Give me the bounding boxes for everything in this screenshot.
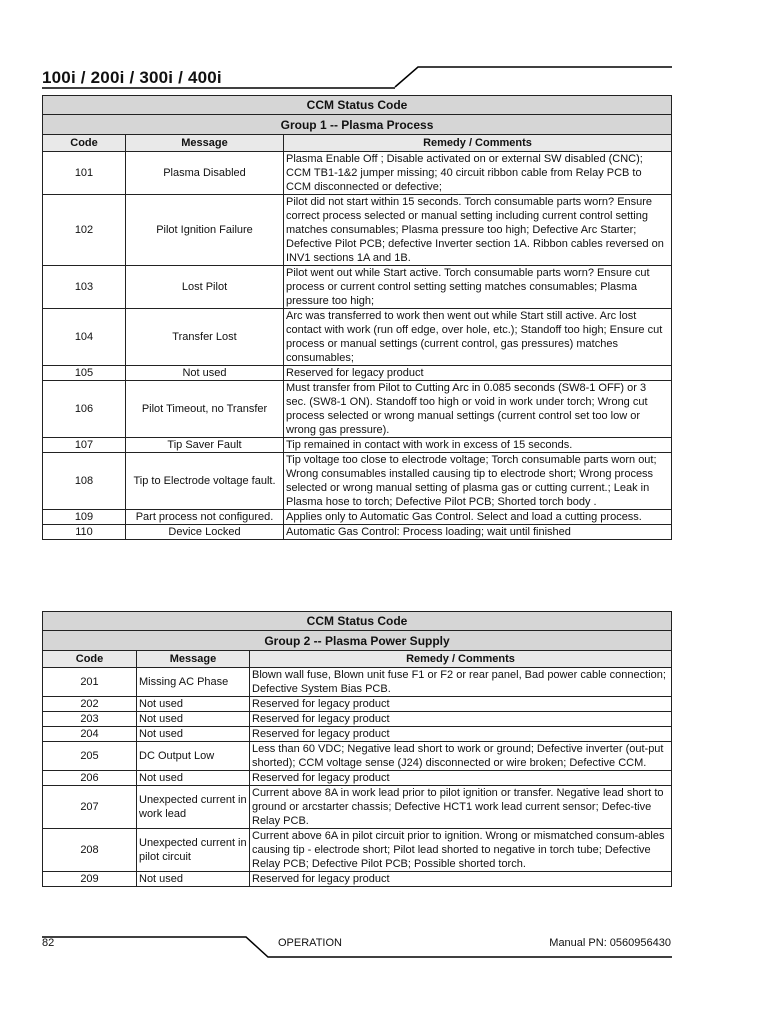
status-message: Missing AC Phase: [137, 668, 250, 697]
status-message: Not used: [126, 366, 284, 381]
status-code: 109: [43, 510, 126, 525]
status-message: Lost Pilot: [126, 266, 284, 309]
table-subtitle: Group 1 -- Plasma Process: [43, 115, 672, 135]
table-row: [43, 742, 672, 771]
column-header-message: Message: [137, 651, 250, 668]
table-row: [43, 872, 672, 887]
status-message: Tip to Electrode voltage fault.: [126, 453, 284, 510]
remedy-comment: Pilot went out while Start active. Torch consumable parts worn? Ensure cut process or current control setting setting matches consumables; Plasma pressure too high;: [284, 266, 672, 309]
status-code: 103: [43, 266, 126, 309]
status-code-table-group2: [42, 611, 672, 887]
status-code: 107: [43, 438, 126, 453]
status-message: Unexpected current in work lead: [137, 786, 250, 829]
column-header-code: Code: [43, 651, 137, 668]
status-code-table-group1: [42, 95, 672, 540]
remedy-comment: Plasma Enable Off ; Disable activated on or external SW disabled (CNC); CCM TB1-1&2 jumper missing; 40 circuit ribbon cable from Relay PCB to CCM disconnected or defective;: [284, 152, 672, 195]
status-message: Not used: [137, 771, 250, 786]
table-row: [43, 510, 672, 525]
table-row: [43, 453, 672, 510]
table-row: [43, 697, 672, 712]
status-code: 203: [43, 712, 137, 727]
status-message: Not used: [137, 697, 250, 712]
section-name: OPERATION: [278, 937, 342, 949]
status-code: 206: [43, 771, 137, 786]
table-row: [43, 525, 672, 540]
status-message: DC Output Low: [137, 742, 250, 771]
status-message: Transfer Lost: [126, 309, 284, 366]
status-code: 110: [43, 525, 126, 540]
status-code: 208: [43, 829, 137, 872]
status-message: Pilot Ignition Failure: [126, 195, 284, 266]
table-title: CCM Status Code: [43, 96, 672, 115]
remedy-comment: Pilot did not start within 15 seconds. Torch consumable parts worn? Ensure correct process selected or manual setting including current control setting matches consumables; Plasma pressure too high; Defective Arc Starter; Defective Pilot PCB; defective Inverter section 1A. Ribbon cables reversed on INV1 sections 1A and 1B.: [284, 195, 672, 266]
remedy-comment: Blown wall fuse, Blown unit fuse F1 or F2 or rear panel, Bad power cable connection; Defective System Bias PCB.: [250, 668, 672, 697]
table-row: [43, 381, 672, 438]
remedy-comment: Reserved for legacy product: [250, 872, 672, 887]
status-code: 207: [43, 786, 137, 829]
status-message: Not used: [137, 712, 250, 727]
column-header-message: Message: [126, 135, 284, 152]
status-code: 201: [43, 668, 137, 697]
table-row: [43, 152, 672, 195]
table-row: [43, 712, 672, 727]
table-row: [43, 195, 672, 266]
remedy-comment: Applies only to Automatic Gas Control. Select and load a cutting process.: [284, 510, 672, 525]
table-row: [43, 266, 672, 309]
table-row: [43, 438, 672, 453]
remedy-comment: Reserved for legacy product: [250, 712, 672, 727]
remedy-comment: Automatic Gas Control: Process loading; wait until finished: [284, 525, 672, 540]
remedy-comment: Current above 8A in work lead prior to pilot ignition or transfer. Negative lead short to ground or arcstarter chassis; Defective HCT1 work lead current sensor; Defec-tive Relay PCB.: [250, 786, 672, 829]
status-code: 106: [43, 381, 126, 438]
status-code: 108: [43, 453, 126, 510]
status-code: 105: [43, 366, 126, 381]
status-message: Tip Saver Fault: [126, 438, 284, 453]
column-header-remedy: Remedy / Comments: [250, 651, 672, 668]
status-message: Unexpected current in pilot circuit: [137, 829, 250, 872]
remedy-comment: Reserved for legacy product: [250, 771, 672, 786]
table-row: [43, 668, 672, 697]
table-title: CCM Status Code: [43, 612, 672, 631]
page-number: 82: [42, 937, 55, 949]
remedy-comment: Arc was transferred to work then went out while Start still active. Arc lost contact with work (run off edge, over hole, etc.); Standoff too high; Ensure cut process or manual settings (current control, gas pressures) matches consumables;: [284, 309, 672, 366]
status-code: 204: [43, 727, 137, 742]
page-title: 100i / 200i / 300i / 400i: [42, 68, 222, 87]
status-code: 202: [43, 697, 137, 712]
column-header-code: Code: [43, 135, 126, 152]
remedy-comment: Less than 60 VDC; Negative lead short to work or ground; Defective inverter (out-put shorted); CCM voltage sense (J24) disconnected or wire broken; Defective CCM.: [250, 742, 672, 771]
column-header-remedy: Remedy / Comments: [284, 135, 672, 152]
remedy-comment: Reserved for legacy product: [250, 697, 672, 712]
status-message: Pilot Timeout, no Transfer: [126, 381, 284, 438]
header-rule: [0, 0, 768, 100]
table-row: [43, 786, 672, 829]
status-message: Not used: [137, 727, 250, 742]
remedy-comment: Must transfer from Pilot to Cutting Arc in 0.085 seconds (SW8-1 OFF) or 3 sec. (SW8-1 ON). Standoff too high or void in work under torch; Wrong cut process selected or wrong manual settings (current control set too low or wrong gas pressure).: [284, 381, 672, 438]
manual-part-number: Manual PN: 0560956430: [549, 937, 671, 949]
status-code: 104: [43, 309, 126, 366]
remedy-comment: Tip remained in contact with work in excess of 15 seconds.: [284, 438, 672, 453]
table-row: [43, 829, 672, 872]
status-code: 209: [43, 872, 137, 887]
remedy-comment: Reserved for legacy product: [284, 366, 672, 381]
status-message: Not used: [137, 872, 250, 887]
table-row: [43, 366, 672, 381]
table-row: [43, 309, 672, 366]
remedy-comment: Reserved for legacy product: [250, 727, 672, 742]
status-message: Plasma Disabled: [126, 152, 284, 195]
remedy-comment: Current above 6A in pilot circuit prior to ignition. Wrong or mismatched consum-ables causing tip - electrode short; Pilot lead shorted to negative in torch tube; Defective Relay PCB; Defective Pilot PCB; Possible shorted torch.: [250, 829, 672, 872]
status-code: 205: [43, 742, 137, 771]
status-code: 102: [43, 195, 126, 266]
status-message: Part process not configured.: [126, 510, 284, 525]
table-row: [43, 771, 672, 786]
status-message: Device Locked: [126, 525, 284, 540]
status-code: 101: [43, 152, 126, 195]
remedy-comment: Tip voltage too close to electrode voltage; Torch consumable parts worn out; Wrong consumables installed causing tip to electrode short; Wrong process selected or wrong manual setting of plasma gas or cutting current.; Leak in Plasma hose to torch; Defective Pilot PCB; Shorted torch body .: [284, 453, 672, 510]
table-subtitle: Group 2 -- Plasma Power Supply: [43, 631, 672, 651]
table-row: [43, 727, 672, 742]
